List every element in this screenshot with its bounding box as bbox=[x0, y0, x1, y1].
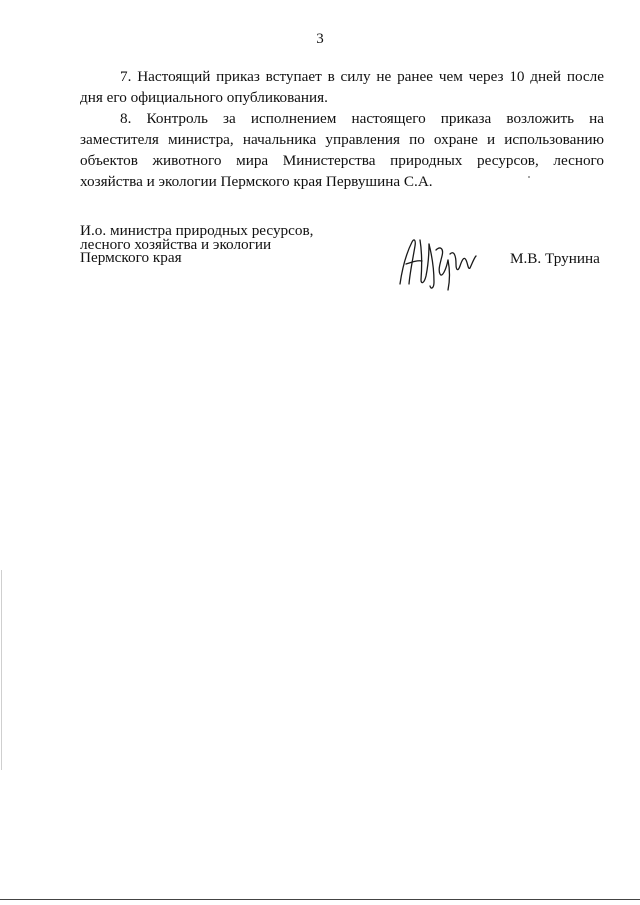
scan-edge-line bbox=[0, 899, 640, 900]
signatory-title-line: Пермского края bbox=[80, 249, 182, 266]
scan-speck bbox=[528, 176, 530, 178]
signatory-title bbox=[80, 224, 313, 265]
signer-name: М.В. Трунина bbox=[510, 250, 600, 267]
paragraph-8: 8. Контроль за исполнением настоящего приказа возложить на заместителя министра, начальника управления по охране и использованию объектов животного мира Министерства природных ресурсов, лесного хозяйства и экологии Пермского края Первушина С.А. bbox=[80, 110, 604, 190]
handwritten-signature-icon bbox=[396, 230, 482, 292]
page-number: 3 bbox=[316, 31, 324, 47]
signatory-title-line: И.о. министра природных ресурсов, bbox=[80, 222, 314, 239]
paragraph-7: 7. Настоящий приказ вступает в силу не ранее чем через 10 дней после дня его официального опубликования. bbox=[80, 68, 604, 106]
document-body bbox=[80, 66, 604, 192]
scan-edge-line bbox=[1, 570, 2, 770]
signatory-title-line: лесного хозяйства и экологии bbox=[80, 235, 272, 253]
